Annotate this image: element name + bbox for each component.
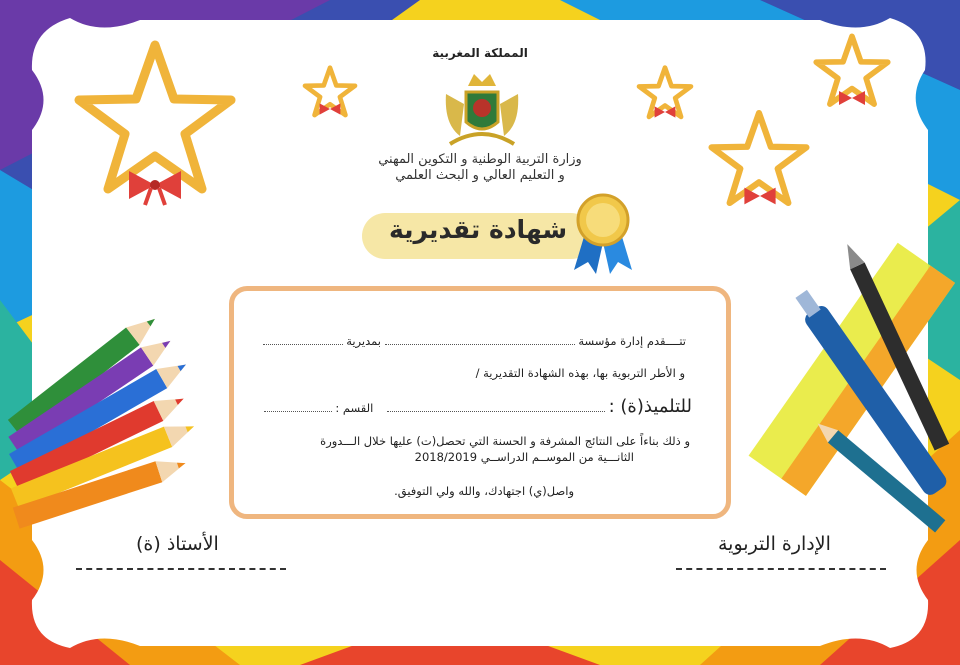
institution-field — [385, 344, 575, 345]
pencil-icon — [10, 275, 240, 525]
body-line-3 — [264, 396, 692, 417]
bow-icon — [742, 184, 778, 208]
teacher-signature-line — [76, 568, 286, 570]
body-line-5: الثانـــية من الموســم الدراســي 2018/2019 — [414, 450, 634, 464]
body-line-1 — [263, 334, 686, 348]
body-line-2: و الأطر التربوية بها، بهذه الشهادة التقديرية / — [475, 366, 685, 380]
ministry-name — [360, 152, 600, 184]
medal-icon — [568, 190, 638, 276]
body-line-4: و ذلك بناءاً على النتائج المشرفة و الحسنة التي تحصل(ت) عليها خلال الـــدورة — [320, 434, 690, 448]
directorate-field — [263, 344, 343, 345]
bow-icon — [318, 101, 342, 117]
bow-icon — [125, 165, 185, 205]
bow-icon — [653, 104, 677, 120]
student-name-field — [387, 411, 605, 412]
section-label: القسم : — [335, 401, 374, 415]
kingdom-name: المملكة المغربية — [432, 46, 528, 60]
administration-signature-label: الإدارة التربوية — [718, 533, 831, 555]
teacher-signature-label: الأستاذ (ة) — [136, 533, 219, 555]
directorate-label: بمديرية — [346, 334, 381, 348]
bow-icon — [837, 88, 867, 108]
ministry-line1: وزارة التربية الوطنية و التكوين المهني — [378, 152, 582, 167]
administration-signature-line — [676, 568, 886, 570]
section-field — [264, 411, 332, 412]
institution-label: تتــــقدم إدارة مؤسسة — [578, 334, 686, 348]
emblem-icon — [442, 64, 522, 148]
body-line-6: واصل(ي) اجتهادك، والله ولي التوفيق. — [394, 484, 574, 498]
pencil-icon — [800, 400, 940, 540]
ministry-line2: و التعليم العالي و البحث العلمي — [395, 168, 565, 183]
student-label: للتلميذ(ة) : — [608, 396, 692, 417]
certificate-title: شهادة تقديرية — [388, 215, 568, 244]
